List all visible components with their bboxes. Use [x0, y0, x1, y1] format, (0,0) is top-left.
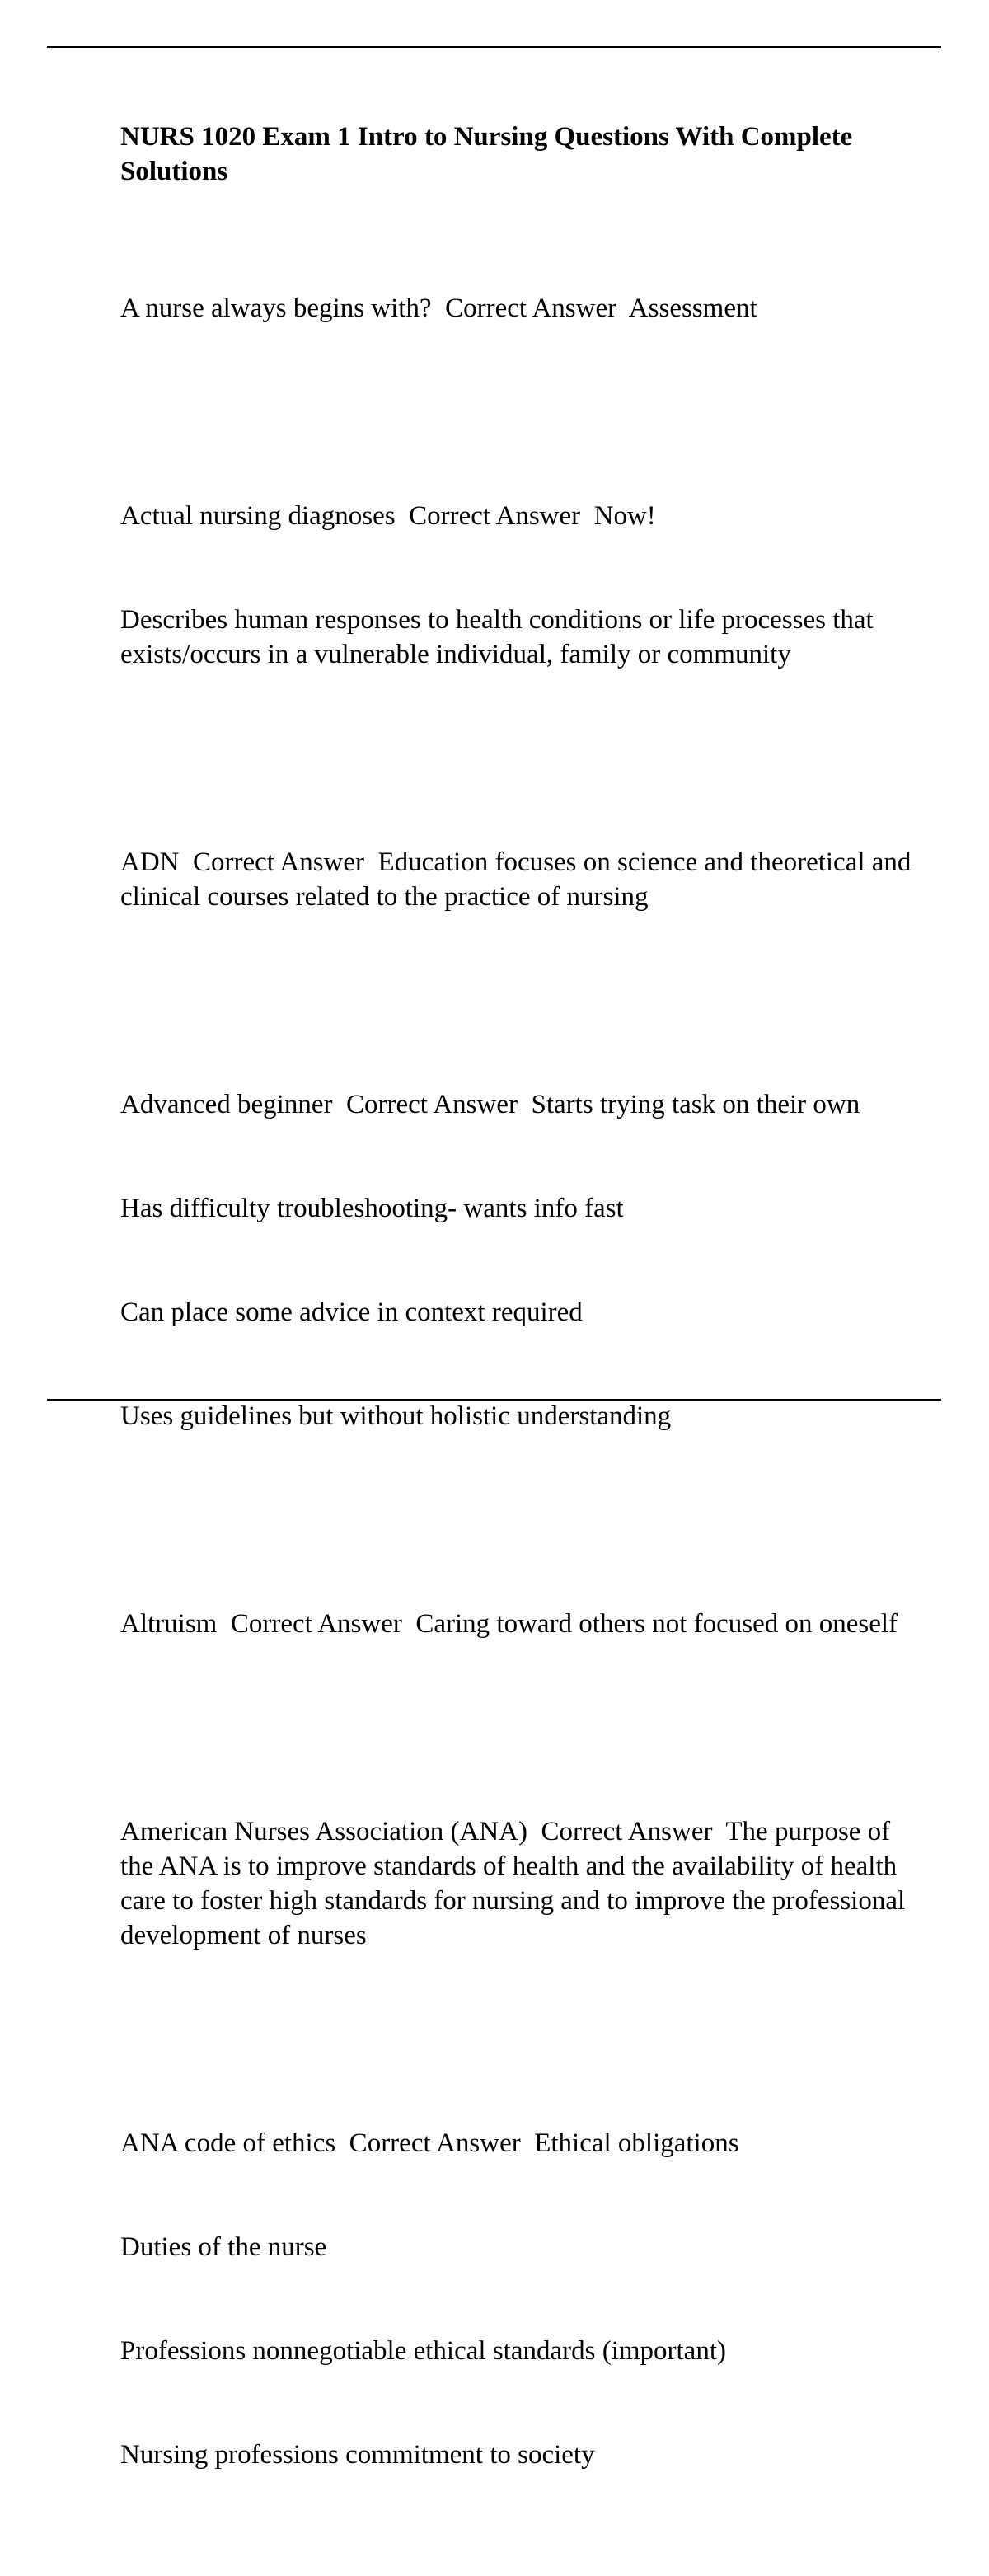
top-divider	[47, 46, 941, 48]
bottom-divider	[47, 1399, 941, 1401]
entry-line: Actual nursing diagnoses Correct Answer Now!	[120, 501, 656, 531]
entry-line: Describes human responses to health conditions or life processes that exists/occurs in a vulnerable individual, family or community	[120, 605, 880, 669]
qa-entry-altruism	[120, 1537, 912, 1710]
qa-entry-assessment	[120, 222, 912, 395]
entry-line: ADN Correct Answer Education focuses on science and theoretical and clinical courses related to the practice of nursing	[120, 847, 918, 912]
entry-line: Nursing professions commitment to society	[120, 2440, 595, 2470]
entry-line: Duties of the nurse	[120, 2232, 327, 2262]
qa-entry-adn	[120, 776, 918, 983]
entry-line: Altruism Correct Answer Caring toward others not focused on oneself	[120, 1609, 898, 1639]
qa-entry-actual-nursing-diagnoses	[120, 429, 912, 741]
qa-entry-ana	[120, 1745, 912, 2022]
entry-line: Professions nonnegotiable ethical standards (important)	[120, 2336, 726, 2366]
entry-line: Can place some advice in context required	[120, 1297, 583, 1327]
entry-line: American Nurses Association (ANA) Correct Answer The purpose of the ANA is to improve standards of health and the availability of health care to foster high standards for nursing and to improve the professional development of nurses	[120, 1817, 912, 1950]
document-title: NURS 1020 Exam 1 Intro to Nursing Questions With Complete Solutions	[120, 122, 853, 186]
entry-line: ANA code of ethics Correct Answer Ethical obligations	[120, 2128, 739, 2158]
entry-line: A nurse always begins with? Correct Answer Assessment	[120, 293, 757, 323]
qa-entry-advanced-beginner	[120, 1018, 912, 1503]
entry-line: Has difficulty troubleshooting- wants info fast	[120, 1194, 624, 1223]
qa-entry-ana-code-of-ethics	[120, 2057, 912, 2541]
document-body	[120, 120, 918, 2576]
entry-line: Advanced beginner Correct Answer Starts trying task on their own	[120, 1090, 860, 1119]
entry-line: Uses guidelines but without holistic understanding	[120, 1401, 672, 1431]
